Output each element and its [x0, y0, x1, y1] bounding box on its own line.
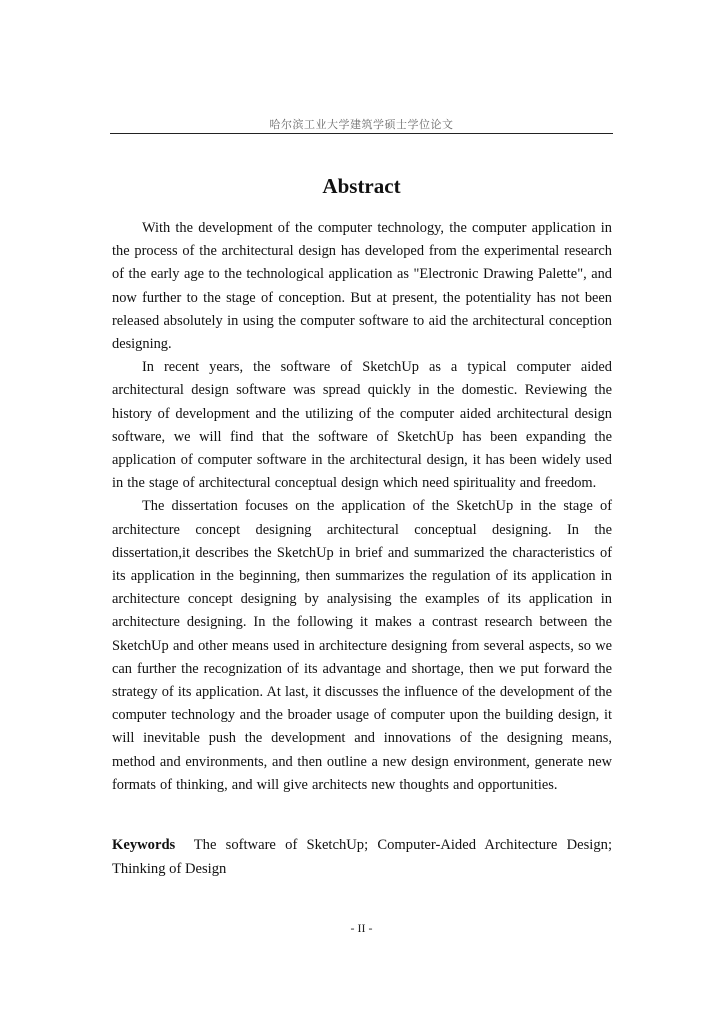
abstract-body	[112, 217, 612, 797]
abstract-paragraph-1: With the development of the computer technology, the computer application in the process of the architectural design has developed from the experimental research of the early age to the technological application as "Electronic Drawing Palette", and now further to the stage of conception. But at present, the potentiality has not been released absolutely in using the computer software to aid the architectural conception designing.	[112, 220, 612, 353]
running-header: 哈尔滨工业大学建筑学硕士学位论文	[269, 118, 454, 131]
keywords-label: Keywords	[112, 837, 176, 853]
abstract-paragraph-2: In recent years, the software of SketchUp as a typical computer aided architectural design software was spread quickly in the domestic. Reviewing the history of development and the utilizing of the computer aided architectural design software, we will find that the software of SketchUp has been expanding the application of computer software in the architectural design, it has been widely used in the stage of architectural conceptual design which need spirituality and freedom.	[112, 359, 612, 492]
abstract-paragraph-3: The dissertation focuses on the application of the SketchUp in the stage of architecture concept designing architectural conceptual designing. In the dissertation,it describes the SketchUp in brief and summarized the characteristics of its application in the beginning, then summarizes the regulation of its application in architecture concept designing by analysising the examples of its application in architecture designing. In the following it makes a contrast research between the SketchUp and other means used in architecture designing from several aspects, so we can further the recognization of its advantage and shortage, then we put forward the strategy of its application. At last, it discusses the influence of the development of the computer technology and the broader usage of computer upon the building design, it will inevitable push the development and innovations of the designing means, method and environments, and then outline a new design environment, generate new formats of thinking, and will give architects new thoughts and opportunities.	[112, 498, 612, 793]
abstract-title: Abstract	[322, 174, 401, 198]
page-number: - II -	[350, 921, 373, 935]
keywords-section	[112, 833, 612, 881]
header-divider	[110, 133, 613, 134]
keywords-text: The software of SketchUp; Computer-Aided Architecture Design; Thinking of Design	[112, 837, 612, 877]
